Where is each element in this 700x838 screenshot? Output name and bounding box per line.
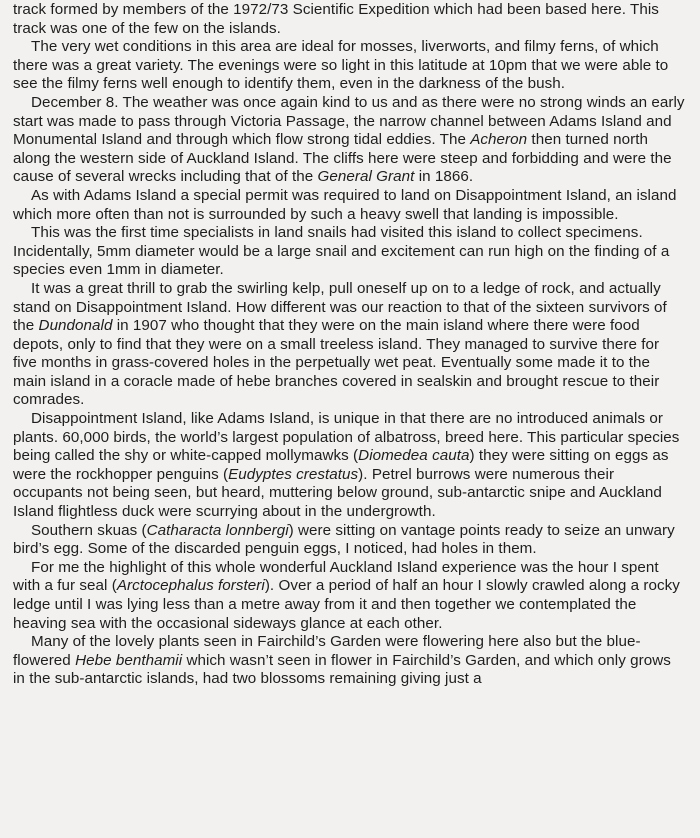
italic-term: General Grant (317, 168, 415, 186)
paragraph-text: then turned north along the western side of Auckland Island. The cliffs here were steep and forbidding and were the cause of several wrecks including that of the (13, 131, 672, 186)
italic-term: Catharacta lonnbergi (146, 521, 289, 539)
italic-term: Acheron (470, 131, 528, 149)
paragraph-text: The very wet conditions in this area are ideal for mosses, liverworts, and filmy ferns, of which there was a great variety. The evenings were so light in this latitude at 10pm that we were able to see the filmy ferns well enough to identify them, even in the darkness of the bush. (13, 38, 669, 93)
paragraph-text: Disappointment Island, like Adams Island, is unique in that there are no introduced animals or plants. 60,000 birds, the world’s largest population of albatross, breed here. This particular species being called the shy or white-capped mollymawks ( (13, 410, 680, 465)
paragraph-3 (13, 94, 686, 187)
paragraph-text: For me the highlight of this whole wonderful Auckland Island experience was the hour I spent with a fur seal ( (13, 558, 659, 595)
paragraph-5 (13, 224, 686, 280)
paragraph-text: As with Adams Island a special permit was required to land on Disappointment Island, an island which more often than not is surrounded by such a heavy swell that landing is impossible. (13, 186, 677, 223)
paragraph-9 (13, 559, 686, 633)
paragraph-6 (13, 280, 686, 410)
paragraph-8 (13, 522, 686, 559)
paragraph-1 (13, 1, 686, 38)
paragraph-text: Many of the lovely plants seen in Fairchild’s Garden were flowering here also but the blue-flowered (13, 633, 641, 669)
paragraph-text: ). Over a period of half an hour I slowly crawled along a rocky ledge until I was lying less than a metre away from it and then together we contemplated the heaving sea with the occasional sideways glance at each other. (13, 577, 680, 632)
paragraph-text: December 8. The weather was once again kind to us and as there were no strong winds an early start was made to pass through Victoria Passage, the narrow channel between Adams Island and Monumental Island and through which flow strong tidal eddies. The (13, 93, 685, 149)
paragraph-text: ) were sitting on vantage points ready to seize an unwary bird’s egg. Some of the discarded penguin eggs, I noticed, had holes in them. (13, 521, 675, 558)
italic-term: Dundonald (38, 317, 113, 335)
italic-term: Eudyptes crestatus (228, 465, 359, 483)
paragraph-text: in 1866. (414, 168, 474, 186)
text-body (13, 1, 686, 689)
paragraph-2 (13, 38, 686, 94)
paragraph-text: ). Petrel burrows were numerous their occupants not being seen, but heard, muttering below ground, sub-antarctic snipe and Auckland Island flightless duck were scurrying about in the undergrowth. (13, 465, 662, 521)
paragraph-text: It was a great thrill to grab the swirling kelp, pull oneself up on to a ledge of rock, and actually stand on Disappointment Island. How different was our reaction to that of the sixteen survivors of the (13, 279, 667, 335)
paragraph-text: Southern skuas ( (31, 521, 147, 539)
paragraph-text: ) they were sitting on eggs as were the rockhopper penguins ( (13, 447, 669, 483)
paragraph-4 (13, 187, 686, 224)
paragraph-text: track formed by members of the 1972/73 Scientific Expedition which had been based here. This track was one of the few on the islands. (13, 1, 659, 37)
paragraph-text: This was the first time specialists in land snails had visited this island to collect specimens. Incidentally, 5mm diameter would be a large snail and excitement can run high on the finding of a species even 1mm in diameter. (13, 224, 670, 279)
paragraph-text: which wasn’t seen in flower in Fairchild’s Garden, and which only grows in the sub-antarctic islands, had two blossoms remaining giving just a (13, 651, 671, 688)
italic-term: Arctocephalus forsteri (116, 577, 265, 595)
paragraph-7 (13, 410, 686, 522)
paragraph-10 (13, 633, 686, 689)
italic-term: Diomedea cauta (358, 447, 470, 465)
paragraph-text: in 1907 who thought that they were on the main island where there were food depots, only to find that they were on a small treeless island. They managed to survive there for five months in grass-covered holes in the perpetually wet peat. Eventually some made it to the main island in a coracle made of hebe branches covered in sealskin and brought rescue to their comrades. (13, 317, 660, 409)
italic-term: Hebe benthamii (75, 651, 183, 669)
